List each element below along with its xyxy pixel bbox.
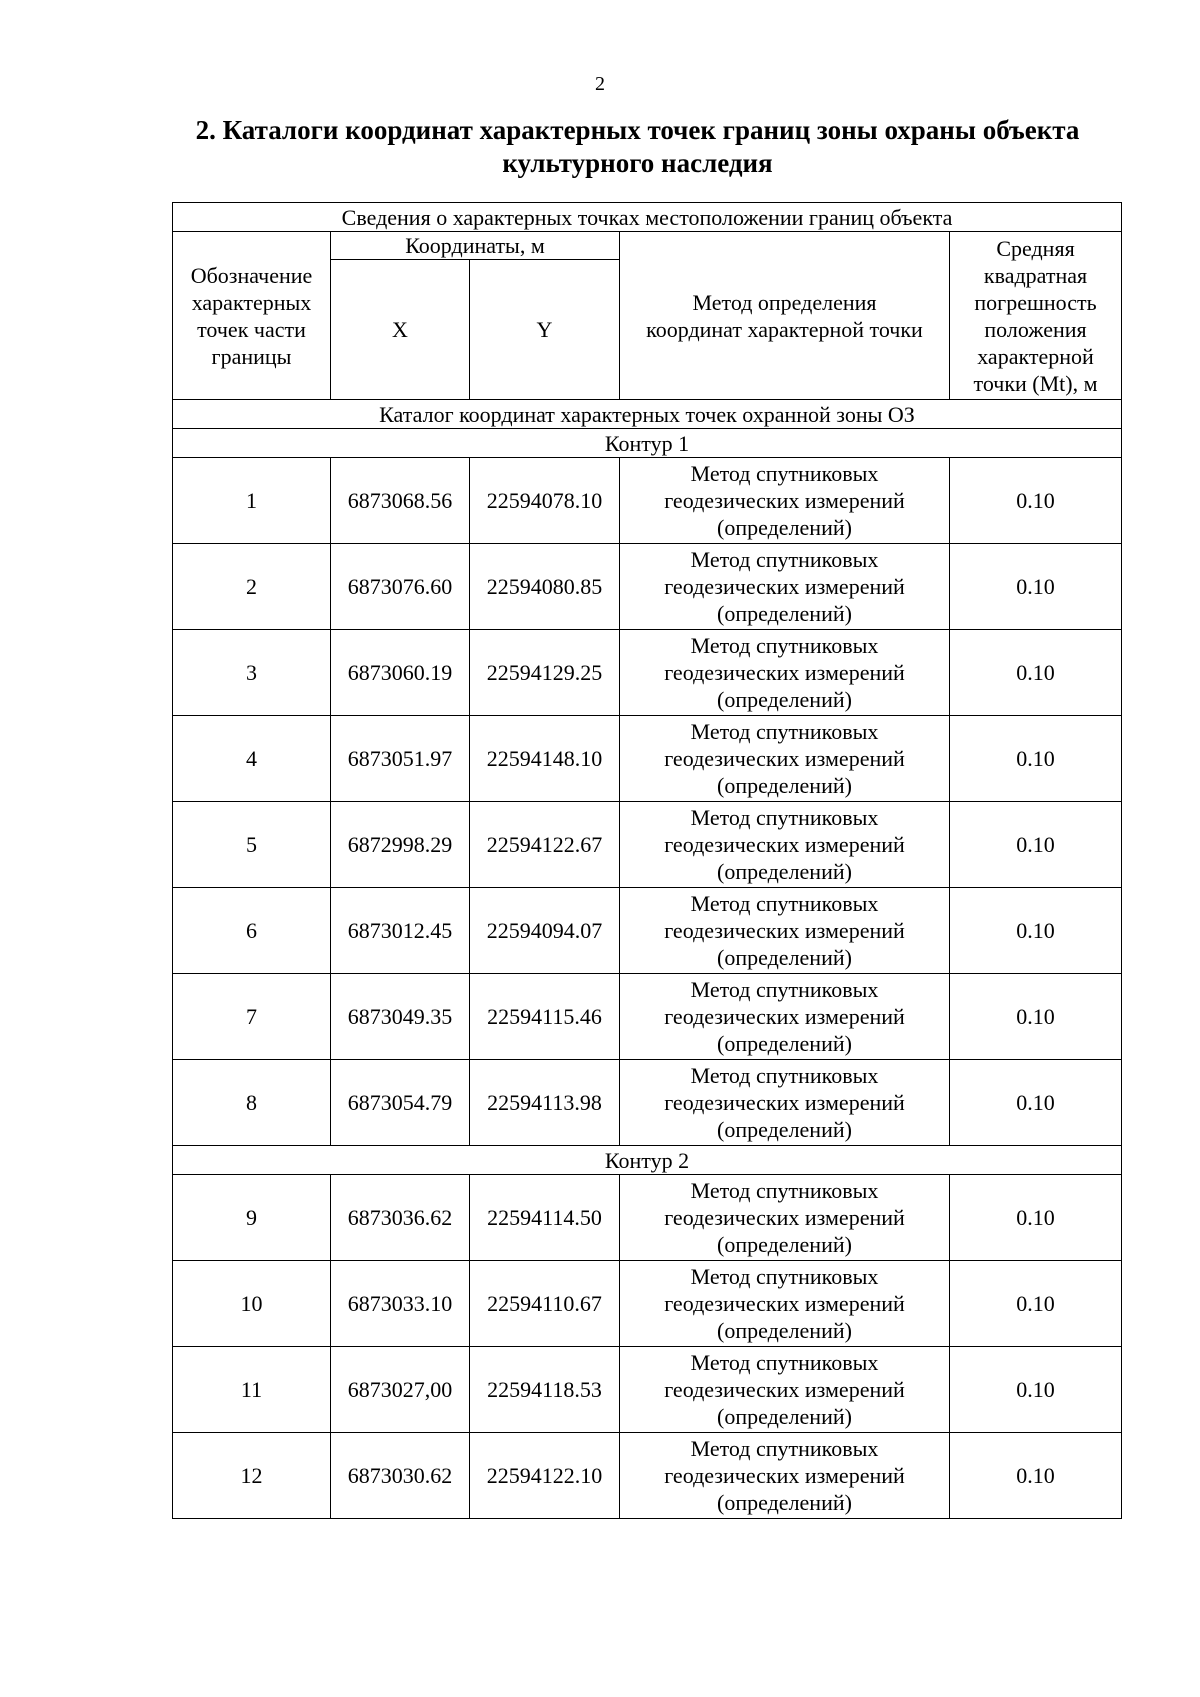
header-method [620, 232, 950, 400]
method-cell [620, 458, 950, 544]
method-line: геодезических измерений [664, 918, 905, 943]
method-line: геодезических измерений [664, 488, 905, 513]
method-line: (определений) [717, 1031, 852, 1056]
method-line: геодезических измерений [664, 1090, 905, 1115]
header-error-line: положения [984, 316, 1087, 342]
header-point-line: границы [211, 343, 292, 369]
section-title: Контур 1 [173, 429, 1122, 458]
method-cell [620, 1060, 950, 1146]
section-row [173, 1146, 1122, 1175]
method-line: Метод спутниковых [690, 633, 879, 658]
header-method-line: координат характерной точки [646, 316, 923, 342]
document-title [150, 114, 1125, 180]
method-line: (определений) [717, 945, 852, 970]
method-cell [620, 888, 950, 974]
header-error-line: квадратная [983, 262, 1088, 288]
point-number-cell: 4 [173, 716, 331, 802]
method-cell [620, 1347, 950, 1433]
method-cell [620, 1261, 950, 1347]
error-cell: 0.10 [950, 1060, 1122, 1146]
table-caption-row [173, 203, 1122, 232]
method-line: Метод спутниковых [690, 891, 879, 916]
method-line: геодезических измерений [664, 574, 905, 599]
point-number-cell: 6 [173, 888, 331, 974]
method-cell [620, 974, 950, 1060]
point-number-cell: 9 [173, 1175, 331, 1261]
error-cell: 0.10 [950, 802, 1122, 888]
method-line: Метод спутниковых [690, 1063, 879, 1088]
method-line: геодезических измерений [664, 746, 905, 771]
header-point [173, 232, 331, 400]
coordinate-x-cell: 6873076.60 [331, 544, 470, 630]
method-line: (определений) [717, 687, 852, 712]
method-line: геодезических измерений [664, 1463, 905, 1488]
coordinates-table [172, 202, 1122, 1519]
point-number-cell: 11 [173, 1347, 331, 1433]
section-title: Контур 2 [173, 1146, 1122, 1175]
point-number-cell: 10 [173, 1261, 331, 1347]
error-cell: 0.10 [950, 1347, 1122, 1433]
coordinate-x-cell: 6873054.79 [331, 1060, 470, 1146]
method-line: Метод спутниковых [690, 1350, 879, 1375]
table-caption: Сведения о характерных точках местоположении границ объекта [173, 203, 1122, 232]
coordinate-y-cell: 22594122.10 [470, 1433, 620, 1519]
error-cell: 0.10 [950, 1175, 1122, 1261]
coordinate-y-cell: 22594080.85 [470, 544, 620, 630]
coordinate-y-cell: 22594129.25 [470, 630, 620, 716]
header-row [173, 232, 1122, 260]
page-number: 2 [595, 73, 605, 95]
method-cell [620, 802, 950, 888]
coordinate-x-cell: 6873060.19 [331, 630, 470, 716]
error-cell: 0.10 [950, 630, 1122, 716]
header-y: Y [470, 260, 620, 400]
coordinate-x-cell: 6873049.35 [331, 974, 470, 1060]
table-row [173, 630, 1122, 716]
coordinate-y-cell: 22594094.07 [470, 888, 620, 974]
method-cell [620, 544, 950, 630]
method-cell [620, 716, 950, 802]
error-cell: 0.10 [950, 716, 1122, 802]
section-row [173, 429, 1122, 458]
table-row [173, 458, 1122, 544]
method-cell [620, 630, 950, 716]
coordinate-y-cell: 22594122.67 [470, 802, 620, 888]
method-line: (определений) [717, 515, 852, 540]
table-row [173, 1175, 1122, 1261]
coordinate-x-cell: 6872998.29 [331, 802, 470, 888]
error-cell: 0.10 [950, 1261, 1122, 1347]
method-line: геодезических измерений [664, 1377, 905, 1402]
point-number-cell: 2 [173, 544, 331, 630]
method-line: Метод спутниковых [690, 805, 879, 830]
header-point-line: характерных [191, 289, 312, 315]
coordinates-table-body [173, 203, 1122, 1519]
method-line: Метод спутниковых [690, 1436, 879, 1461]
table-row [173, 1433, 1122, 1519]
header-error-line: точки (Mt), м [973, 370, 1098, 396]
method-line: (определений) [717, 773, 852, 798]
title-line-1: 2. Каталоги координат характерных точек границ зоны охраны объекта [195, 115, 1080, 145]
catalog-title: Каталог координат характерных точек охранной зоны ОЗ [173, 400, 1122, 429]
point-number-cell: 3 [173, 630, 331, 716]
table-row [173, 1060, 1122, 1146]
method-line: геодезических измерений [664, 832, 905, 857]
table-row [173, 1347, 1122, 1433]
header-error-line: характерной [977, 343, 1094, 369]
coordinate-x-cell: 6873051.97 [331, 716, 470, 802]
header-method-line: Метод определения [692, 289, 877, 315]
coordinate-x-cell: 6873033.10 [331, 1261, 470, 1347]
method-line: Метод спутниковых [690, 977, 879, 1002]
method-line: геодезических измерений [664, 1205, 905, 1230]
catalog-title-row [173, 400, 1122, 429]
method-line: (определений) [717, 1490, 852, 1515]
method-cell [620, 1175, 950, 1261]
table-row [173, 802, 1122, 888]
point-number-cell: 12 [173, 1433, 331, 1519]
header-point-line: Обозначение [190, 262, 313, 288]
point-number-cell: 1 [173, 458, 331, 544]
coordinate-x-cell: 6873036.62 [331, 1175, 470, 1261]
coordinate-y-cell: 22594110.67 [470, 1261, 620, 1347]
table-row [173, 716, 1122, 802]
coordinate-y-cell: 22594078.10 [470, 458, 620, 544]
method-cell [620, 1433, 950, 1519]
method-line: геодезических измерений [664, 1291, 905, 1316]
coordinate-y-cell: 22594113.98 [470, 1060, 620, 1146]
table-row [173, 544, 1122, 630]
coordinate-y-cell: 22594118.53 [470, 1347, 620, 1433]
method-line: геодезических измерений [664, 660, 905, 685]
header-point-line: точек части [197, 316, 306, 342]
header-error [950, 232, 1122, 400]
method-line: (определений) [717, 1318, 852, 1343]
method-line: Метод спутниковых [690, 719, 879, 744]
point-number-cell: 8 [173, 1060, 331, 1146]
coordinate-y-cell: 22594115.46 [470, 974, 620, 1060]
method-line: Метод спутниковых [690, 1264, 879, 1289]
error-cell: 0.10 [950, 544, 1122, 630]
error-cell: 0.10 [950, 888, 1122, 974]
point-number-cell: 7 [173, 974, 331, 1060]
coordinate-x-cell: 6873027,00 [331, 1347, 470, 1433]
point-number-cell: 5 [173, 802, 331, 888]
error-cell: 0.10 [950, 1433, 1122, 1519]
header-error-line: погрешность [974, 289, 1097, 315]
method-line: (определений) [717, 601, 852, 626]
header-coordinates: Координаты, м [331, 232, 620, 260]
method-line: Метод спутниковых [690, 461, 879, 486]
coordinate-x-cell: 6873068.56 [331, 458, 470, 544]
header-error-line: Средняя [996, 235, 1075, 261]
coordinate-y-cell: 22594114.50 [470, 1175, 620, 1261]
header-x: X [331, 260, 470, 400]
coordinate-x-cell: 6873030.62 [331, 1433, 470, 1519]
error-cell: 0.10 [950, 974, 1122, 1060]
method-line: геодезических измерений [664, 1004, 905, 1029]
method-line: (определений) [717, 1117, 852, 1142]
table-row [173, 1261, 1122, 1347]
table-row [173, 888, 1122, 974]
method-line: (определений) [717, 859, 852, 884]
method-line: Метод спутниковых [690, 547, 879, 572]
coordinate-y-cell: 22594148.10 [470, 716, 620, 802]
method-line: (определений) [717, 1404, 852, 1429]
coordinate-x-cell: 6873012.45 [331, 888, 470, 974]
method-line: Метод спутниковых [690, 1178, 879, 1203]
error-cell: 0.10 [950, 458, 1122, 544]
title-line-2: культурного наследия [502, 148, 773, 178]
table-row [173, 974, 1122, 1060]
method-line: (определений) [717, 1232, 852, 1257]
